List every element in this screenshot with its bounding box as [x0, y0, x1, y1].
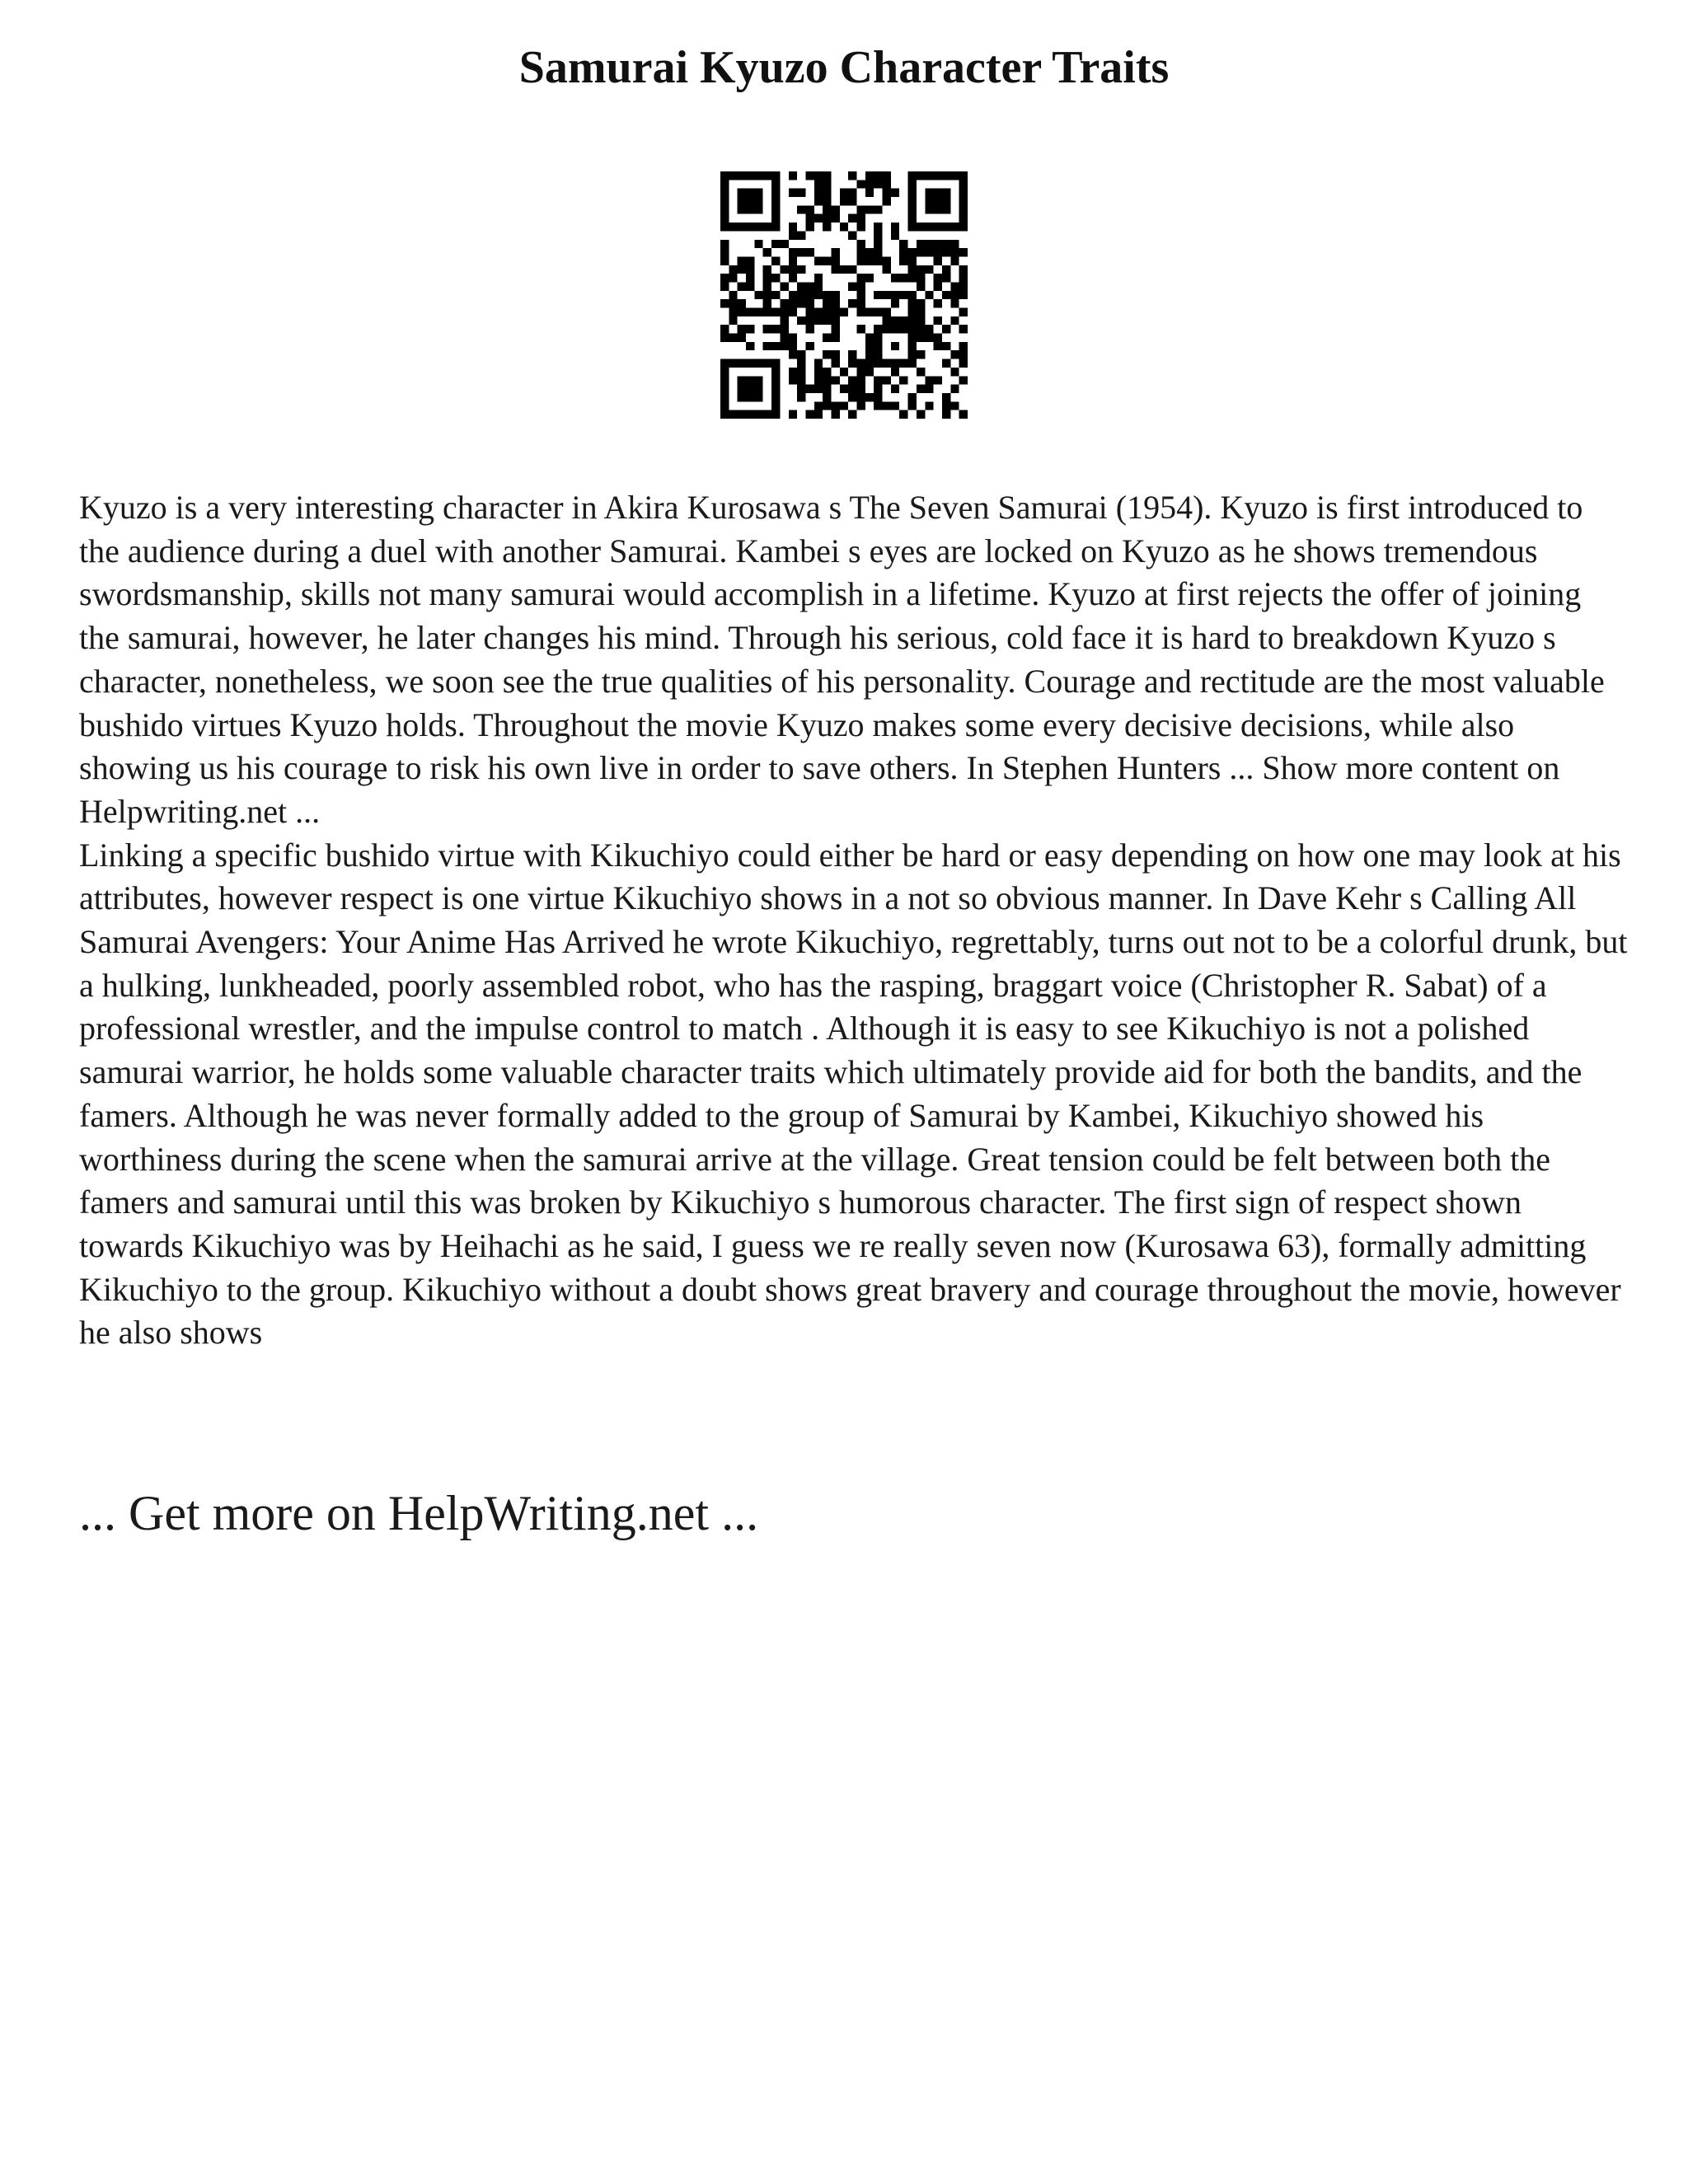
page-title: Samurai Kyuzo Character Traits: [518, 42, 1170, 93]
paragraph-kikuchiyo: Linking a specific bushido virtue with Kikuchiyo could either be hard or easy depending on how one may look at his attributes, however respect is one virtue Kikuchiyo shows in a not so obvious manner. In Dave Kehr s Calling All Samurai Avengers: Your Anime Has Arrived he wrote Kikuchiyo, regrettably, turns out not to be a colorful drunk, but a hulking, lunkheaded, poorly assembled robot, who has the rasping, braggart voice (Christopher R. Sabat) of a professional wrestler, and the impulse control to match . Although it is easy to see Kikuchiyo is not a polished samurai warrior, he holds some valuable character traits which ultimately provide aid for both the bandits, and the famers. Although he was never formally added to the group of Samurai by Kambei, Kikuchiyo showed his worthiness during the scene when the samurai arrive at the village. Great tension could be felt between both the famers and samurai until this was broken by Kikuchiyo s humorous character. The first sign of respect shown towards Kikuchiyo was by Heihachi as he said, I guess we re really seven now (Kurosawa 63), formally admitting Kikuchiyo to the group. Kikuchiyo without a doubt shows great bravery and courage throughout the movie, however he also shows: [79, 836, 1628, 1352]
paragraph-kyuzo: Kyuzo is a very interesting character in Akira Kurosawa s The Seven Samurai (1954). Kyuzo is first introduced to the audience during a duel with another Samurai. Kambei s eyes are locked on Kyuzo as he shows tremendous swordsmanship, skills not many samurai would accomplish in a lifetime. Kyuzo at first rejects the offer of joining the samurai, however, he later changes his mind. Through his serious, cold face it is hard to breakdown Kyuzo s character, nonetheless, we soon see the true qualities of his personality. Courage and rectitude are the most valuable bushido virtues Kyuzo holds. Throughout the movie Kyuzo makes some every decisive decisions, while also showing us his courage to risk his own live in order to save others. In Stephen Hunters ... Show more content on Helpwriting.net ...: [79, 489, 1605, 830]
article-body: [79, 486, 1629, 1355]
qr-code-icon: [720, 171, 968, 419]
get-more-link[interactable]: ... Get more on HelpWriting.net ...: [79, 1486, 759, 1540]
